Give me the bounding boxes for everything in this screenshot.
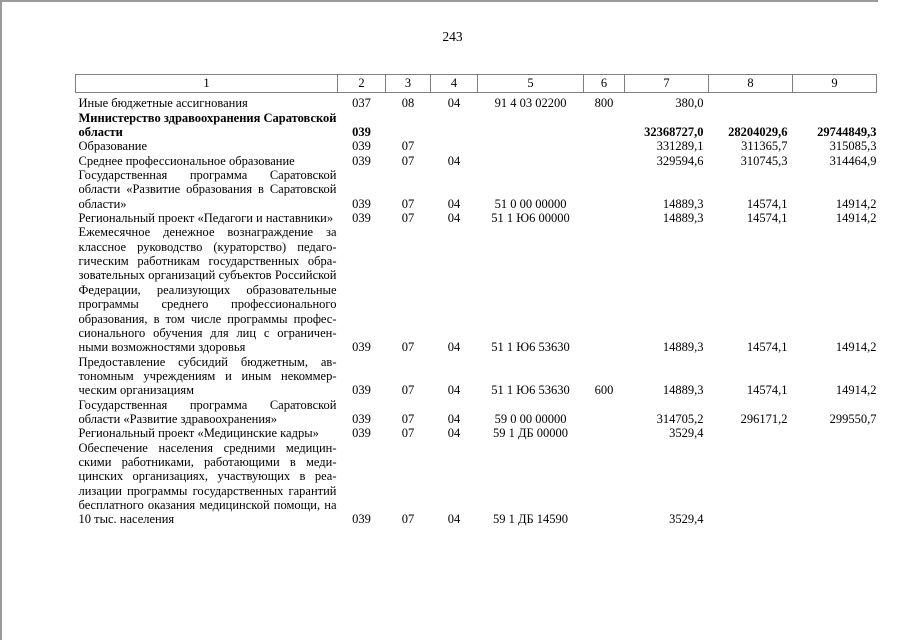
code-section: 07 <box>401 139 415 154</box>
code-grbs: 039 <box>352 411 371 426</box>
code-target-article <box>478 154 584 168</box>
code-target-article: 51 1 Ю6 00000 <box>491 211 570 226</box>
row-label: Государственная программа Саратовской области «Развитие здравоохранения» <box>78 397 337 426</box>
amount-year-3: 14914,2 <box>835 211 877 226</box>
amount-year-2 <box>709 426 793 440</box>
table-row <box>76 225 877 354</box>
code-grbs: 039 <box>352 125 371 140</box>
amount-year-1: 14889,3 <box>662 196 704 211</box>
header-col-3: 3 <box>386 75 431 93</box>
amount-year-2: 310745,3 <box>740 153 788 168</box>
table-row <box>76 154 877 168</box>
table-row <box>76 426 877 440</box>
amount-year-2: 14574,1 <box>746 211 788 226</box>
code-expense-type <box>584 211 625 225</box>
code-target-article <box>478 111 584 140</box>
code-expense-type <box>584 426 625 440</box>
amount-year-1: 14889,3 <box>662 340 704 355</box>
header-col-8: 8 <box>709 75 793 93</box>
header-col-2: 2 <box>338 75 386 93</box>
code-expense-type <box>584 154 625 168</box>
code-grbs: 039 <box>352 383 371 398</box>
row-label: Министерство здравоохранения Саратовской области <box>78 110 337 140</box>
table-row <box>76 111 877 140</box>
amount-year-3: 299550,7 <box>829 411 877 426</box>
code-section: 08 <box>401 96 415 111</box>
amount-year-2: 296171,2 <box>740 411 788 426</box>
table-row <box>76 168 877 211</box>
code-subsection <box>431 139 478 153</box>
code-subsection: 04 <box>447 211 461 226</box>
row-label: Образование <box>78 139 148 154</box>
row-label: Государственная программа Саратовской области «Развитие образования в Саратовской области» <box>78 168 337 211</box>
code-section: 07 <box>401 211 415 226</box>
row-label: Региональный проект «Педагоги и наставники» <box>78 211 334 226</box>
code-subsection: 04 <box>447 196 461 211</box>
budget-table <box>75 74 877 527</box>
code-target-article: 51 1 Ю6 53630 <box>491 340 570 355</box>
amount-year-3: 14914,2 <box>835 196 877 211</box>
amount-year-2: 14574,1 <box>746 340 788 355</box>
amount-year-2: 28204029,6 <box>728 125 788 140</box>
code-grbs: 039 <box>352 153 371 168</box>
amount-year-3 <box>793 426 877 440</box>
table-row <box>76 441 877 527</box>
code-target-article: 51 1 Ю6 53630 <box>491 383 570 398</box>
amount-year-1: 3529,4 <box>669 512 704 527</box>
amount-year-1: 380,0 <box>675 96 704 111</box>
amount-year-2: 14574,1 <box>746 383 788 398</box>
code-expense-type <box>584 441 625 527</box>
amount-year-2 <box>709 93 793 111</box>
row-label: Среднее профессиональное образование <box>78 153 295 168</box>
table-row <box>76 93 877 111</box>
code-grbs: 039 <box>352 139 371 154</box>
code-subsection: 04 <box>447 383 461 398</box>
row-label: Иные бюджетные ассигнования <box>78 96 248 111</box>
amount-year-3 <box>793 93 877 111</box>
code-grbs: 039 <box>352 340 371 355</box>
page-left-border-line <box>0 0 2 640</box>
code-expense-type <box>584 168 625 211</box>
code-grbs: 037 <box>352 96 371 111</box>
code-target-article <box>478 139 584 153</box>
table-row <box>76 139 877 153</box>
code-section: 07 <box>401 383 415 398</box>
row-label: Предоставление субсидий бюджетным, автономным учреждениям и иным некоммерческим организациям <box>78 354 337 398</box>
amount-year-3: 29744849,3 <box>817 125 877 140</box>
amount-year-3 <box>793 441 877 527</box>
code-subsection: 04 <box>447 512 461 527</box>
code-target-article: 91 4 03 02200 <box>494 96 567 111</box>
amount-year-3: 14914,2 <box>835 340 877 355</box>
code-subsection: 04 <box>447 96 461 111</box>
header-col-4: 4 <box>431 75 478 93</box>
code-expense-type <box>584 139 625 153</box>
page-number: 243 <box>442 29 463 44</box>
page-top-border-line <box>0 0 878 2</box>
amount-year-1: 331289,1 <box>656 139 704 154</box>
amount-year-1: 3529,4 <box>669 426 704 441</box>
code-target-article: 51 0 00 00000 <box>494 196 567 211</box>
code-expense-type: 600 <box>594 383 614 398</box>
amount-year-3: 14914,2 <box>835 383 877 398</box>
header-col-7: 7 <box>625 75 709 93</box>
code-grbs: 039 <box>352 426 371 441</box>
code-expense-type <box>584 225 625 354</box>
amount-year-3: 314464,9 <box>829 153 877 168</box>
code-grbs: 039 <box>352 512 371 527</box>
table-body <box>76 93 877 527</box>
row-label: Обеспечение населения средними медицинскими работниками, работающими в медицинских организациях, участвующих в реализации программы государственных гарантий бесплатного оказания медицинской помощи, на 10 тыс. населения <box>78 440 337 527</box>
code-subsection: 04 <box>447 153 461 168</box>
code-subsection <box>431 111 478 140</box>
amount-year-1: 329594,6 <box>656 153 704 168</box>
code-section: 07 <box>401 196 415 211</box>
table-row <box>76 355 877 398</box>
code-subsection: 04 <box>447 411 461 426</box>
table-header-row <box>76 75 877 93</box>
code-subsection: 04 <box>447 426 461 441</box>
code-section: 07 <box>401 512 415 527</box>
code-section: 07 <box>401 411 415 426</box>
code-expense-type: 800 <box>594 96 614 111</box>
amount-year-1: 314705,2 <box>656 411 704 426</box>
amount-year-2 <box>709 441 793 527</box>
header-col-1: 1 <box>76 75 338 93</box>
code-grbs: 039 <box>352 211 371 226</box>
table-row <box>76 398 877 427</box>
code-target-article: 59 1 ДБ 14590 <box>492 512 569 527</box>
header-col-6: 6 <box>584 75 625 93</box>
code-expense-type <box>584 398 625 427</box>
amount-year-1: 32368727,0 <box>644 125 704 140</box>
amount-year-1: 14889,3 <box>662 211 704 226</box>
code-subsection: 04 <box>447 340 461 355</box>
code-section <box>386 111 431 140</box>
code-expense-type <box>584 111 625 140</box>
amount-year-2: 311365,7 <box>741 139 788 154</box>
code-section: 07 <box>401 340 415 355</box>
code-section: 07 <box>401 426 415 441</box>
row-label: Ежемесячное денежное вознаграждение за классное руководство (кураторство) педагогическим работникам государственных образовательных организаций субъектов Российской Федерации, реализующих образовательные программы среднего профессионального образования, в том числе программы профессионального обучения для лиц с ограниченными возможностями здоровья <box>78 225 337 355</box>
header-col-5: 5 <box>478 75 584 93</box>
code-target-article: 59 1 ДБ 00000 <box>492 426 569 441</box>
amount-year-1: 14889,3 <box>662 383 704 398</box>
row-label: Региональный проект «Медицинские кадры» <box>78 426 319 441</box>
amount-year-2: 14574,1 <box>746 196 788 211</box>
amount-year-3: 315085,3 <box>829 139 877 154</box>
code-section: 07 <box>401 153 415 168</box>
table-row <box>76 211 877 225</box>
code-target-article: 59 0 00 00000 <box>494 411 567 426</box>
header-col-9: 9 <box>793 75 877 93</box>
code-grbs: 039 <box>352 196 371 211</box>
